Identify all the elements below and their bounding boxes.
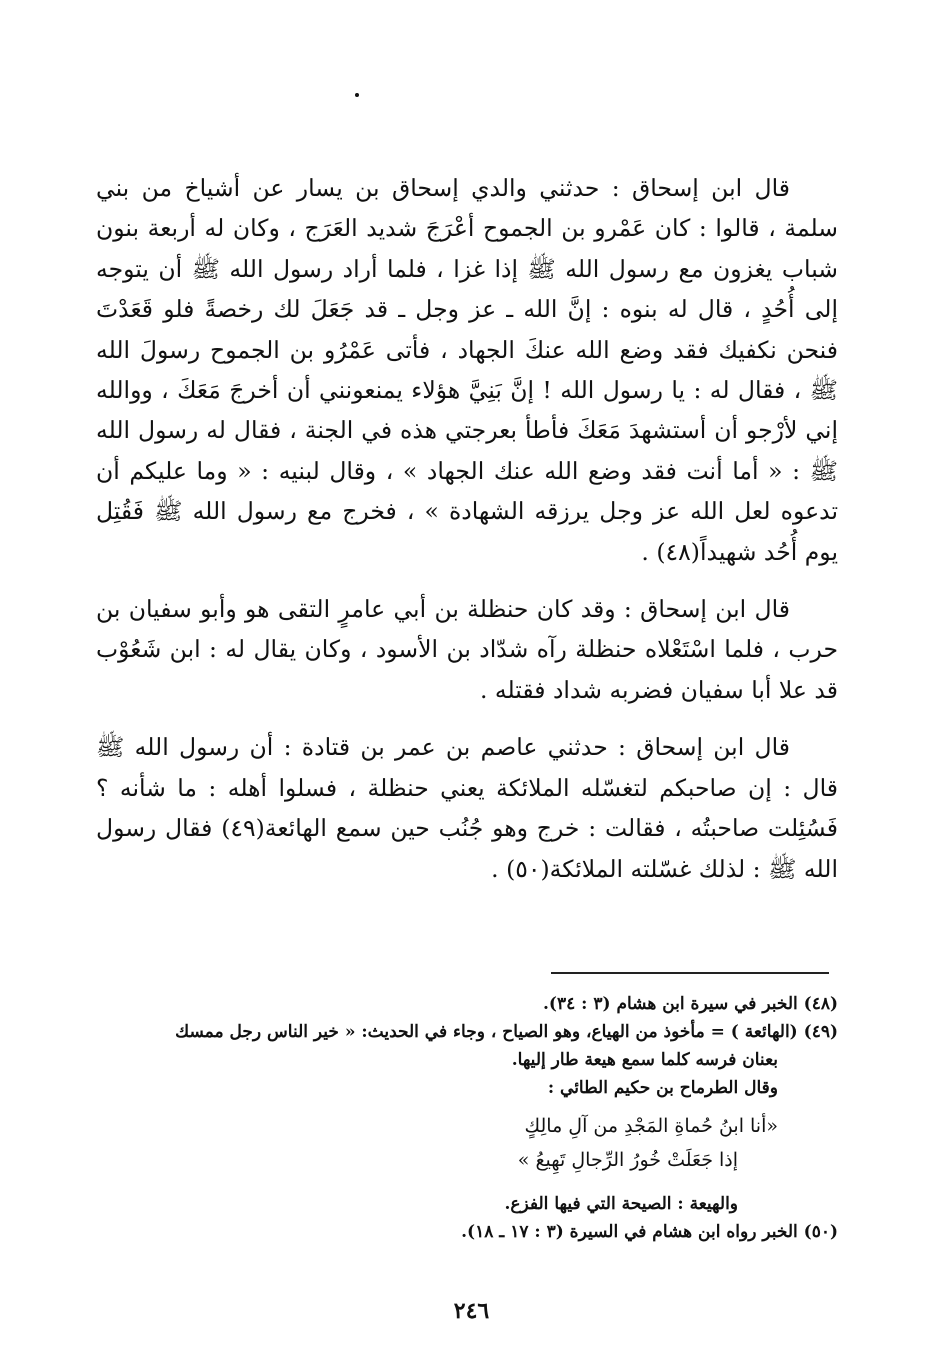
footnote-48: (٤٨) الخبر في سيرة ابن هشام (٣ : ٣٤). (543, 994, 838, 1014)
footnote-49-continuation: بعنان فرسه كلما سمع هيعة طار إليها. (511, 1050, 778, 1070)
paragraph-hanzala: قال ابن إسحاق : وقد كان حنظلة بن أبي عامرٍ التقى هو وأبو سفيان بن حرب ، فلما اسْتَعْلاه حنظلة رآه شدّاد بن الأسود ، وكان يقال له : ابن شَعُوْب قد علا أبا سفيان فضربه شداد فقتله . (96, 595, 838, 704)
footnote-49-poet-intro: وقال الطرماح بن حكيم الطائي : (547, 1078, 778, 1098)
footnote-separator (551, 972, 829, 974)
stray-dot-mark (355, 93, 359, 97)
footnote-49-definition: والهيعة : الصيحة التي فيها الفزع. (504, 1194, 738, 1214)
footnote-verse-second-hemistich: إذا جَعَلَتْ خُورُ الرِّجالِ تَهِيعُ » (517, 1149, 738, 1171)
paragraph-angels-washing: قال ابن إسحاق : حدثني عاصم بن عمر بن قتادة : أن رسول الله ﷺ قال : إن صاحبكم لتغسّله الملائكة يعني حنظلة ، فسلوا أهله : ما شأنه ؟ فَسُئِلت صاحبتُه ، فقالت : خرج وهو جُنُب حين سمع الهائعة(٤٩) فقال رسول الله ﷺ : لذلك غسّلته الملائكة(٥٠) . (96, 733, 839, 883)
footnotes-block (100, 990, 838, 1246)
footnote-49: (٤٩) (الهائعة ) = مأخوذ من الهياع، وهو الصياح ، وجاء في الحديث: « خير الناس رجل ممسك (175, 1022, 838, 1042)
page-number: ٢٤٦ (453, 1298, 490, 1324)
footnote-verse-first-hemistich: «أنا ابنُ حُماةِ المَجْدِ من آلِ مالِكٍ (524, 1115, 778, 1137)
main-text-block (96, 168, 838, 889)
paragraph-amr-ibn-al-jamuh: قال ابن إسحاق : حدثني والدي إسحاق بن يسار عن أشياخ من بني سلمة ، قالوا : كان عَمْرو بن الجموح أعْرَجَ شديد العَرَج ، وكان له أربعة بنون شباب يغزون مع رسول الله ﷺ إذا غزا ، فلما أراد رسول الله ﷺ أن يتوجه إلى أُحُدٍ ، قال له بنوه : إنَّ الله ـ عز وجل ـ قد جَعَلَ لك رخصةً فلو قَعَدْتَ فنحن نكفيك فقد وضع الله عنكَ الجهاد ، فأتى عَمْرُو بن الجموح رسولَ الله ﷺ ، فقال له : يا رسول الله ! إنَّ بَنِيَّ هؤلاء يمنعونني أن أخرجَ مَعَكَ ، ووالله إني لأرْجو أن أستشهدَ مَعَكَ فأطأ بعرجتي هذه في الجنة ، فقال له رسول الله ﷺ : « أما أنت فقد وضع الله عنك الجهاد » ، وقال لبنيه : « وما عليكم أن تدعوه لعل الله عز وجل يرزقه الشهادة » ، فخرج مع رسول الله ﷺ فَقُتِل يوم أُحُد شهيداً(٤٨) . (96, 174, 838, 566)
footnote-50: (٥٠) الخبر رواه ابن هشام في السيرة (٣ : ١٧ ـ ١٨). (461, 1222, 838, 1242)
